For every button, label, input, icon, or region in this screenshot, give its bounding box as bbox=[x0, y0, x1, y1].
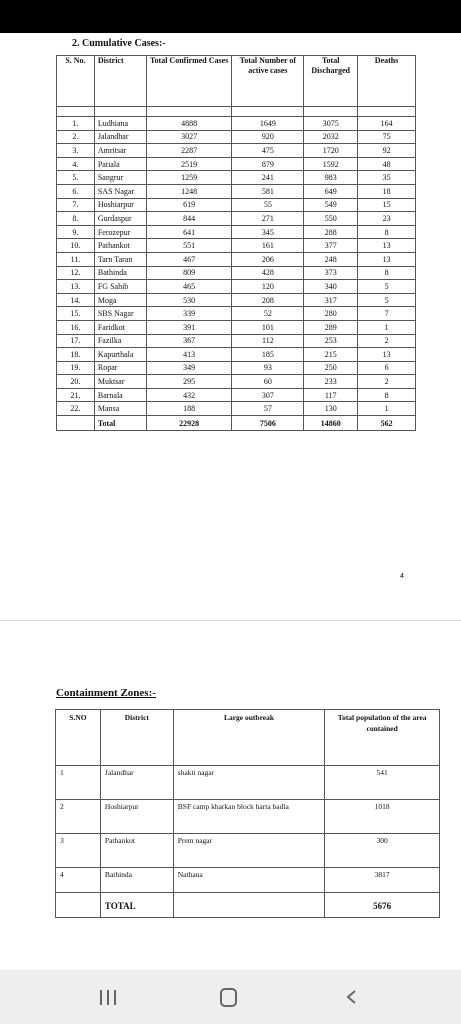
table-row bbox=[57, 293, 416, 307]
table-cell: 20. bbox=[57, 375, 95, 389]
table-cell: 649 bbox=[304, 184, 358, 198]
column-header: Total Discharged bbox=[304, 56, 358, 107]
table-cell: 373 bbox=[304, 266, 358, 280]
table-row bbox=[57, 171, 416, 185]
table-cell: 530 bbox=[146, 293, 232, 307]
column-header: District bbox=[100, 710, 173, 766]
table-cell: Sangrur bbox=[94, 171, 146, 185]
total-cell: Total bbox=[94, 416, 146, 431]
table-cell: 1 bbox=[56, 766, 101, 800]
table-cell: 5 bbox=[358, 280, 416, 294]
column-header: S.NO bbox=[56, 710, 101, 766]
column-header: Total population of the area contained bbox=[325, 710, 440, 766]
table-cell: shakti nagar bbox=[173, 766, 325, 800]
spacer-row bbox=[57, 107, 416, 117]
table-cell: Gurdaspur bbox=[94, 212, 146, 226]
table-cell: Nathana bbox=[173, 868, 325, 893]
table-cell: 307 bbox=[232, 388, 304, 402]
table-cell: 7 bbox=[358, 307, 416, 321]
table-cell: 13. bbox=[57, 280, 95, 294]
table-cell: Bathinda bbox=[100, 868, 173, 893]
total-cell: 14860 bbox=[304, 416, 358, 431]
table-cell: 920 bbox=[232, 130, 304, 144]
table-cell: 300 bbox=[325, 834, 440, 868]
total-cell: 7506 bbox=[232, 416, 304, 431]
table-cell: 52 bbox=[232, 307, 304, 321]
table-row bbox=[57, 225, 416, 239]
table-cell: 377 bbox=[304, 239, 358, 253]
table-cell: 3. bbox=[57, 144, 95, 158]
home-icon[interactable] bbox=[220, 988, 237, 1007]
recents-icon[interactable] bbox=[100, 990, 117, 1005]
column-header: Large outbreak bbox=[173, 710, 325, 766]
table-cell: 161 bbox=[232, 239, 304, 253]
table-cell: 295 bbox=[146, 375, 232, 389]
table-cell: 432 bbox=[146, 388, 232, 402]
table-cell: 1018 bbox=[325, 800, 440, 834]
containment-zones-title: Containment Zones:- bbox=[56, 687, 156, 699]
table-cell: 75 bbox=[358, 130, 416, 144]
total-cell: 22928 bbox=[146, 416, 232, 431]
table-cell: Barnala bbox=[94, 388, 146, 402]
table-cell: 7. bbox=[57, 198, 95, 212]
table-cell: Faridkot bbox=[94, 320, 146, 334]
table-row bbox=[57, 252, 416, 266]
table-cell: 60 bbox=[232, 375, 304, 389]
table-row bbox=[57, 361, 416, 375]
table-cell: 253 bbox=[304, 334, 358, 348]
table-cell: 879 bbox=[232, 157, 304, 171]
table-cell: 16. bbox=[57, 320, 95, 334]
table-cell: 4888 bbox=[146, 117, 232, 131]
table-cell: 241 bbox=[232, 171, 304, 185]
table-cell: 2519 bbox=[146, 157, 232, 171]
table-cell: 367 bbox=[146, 334, 232, 348]
column-header: Total Number of active cases bbox=[232, 56, 304, 107]
table-cell: BSF camp kharkan block harta badla bbox=[173, 800, 325, 834]
table-row bbox=[57, 334, 416, 348]
table-cell: 2 bbox=[358, 334, 416, 348]
table-cell: 641 bbox=[146, 225, 232, 239]
table-cell: 2 bbox=[56, 800, 101, 834]
table-cell: 549 bbox=[304, 198, 358, 212]
table-row bbox=[57, 402, 416, 416]
table-cell: 2. bbox=[57, 130, 95, 144]
table-cell: 6 bbox=[358, 361, 416, 375]
empty-cell bbox=[56, 893, 101, 918]
cumulative-cases-table bbox=[56, 55, 416, 431]
table-cell: 2 bbox=[358, 375, 416, 389]
table-cell: 19. bbox=[57, 361, 95, 375]
table-cell: 3075 bbox=[304, 117, 358, 131]
total-cell: 5676 bbox=[325, 893, 440, 918]
table-cell: 48 bbox=[358, 157, 416, 171]
table-cell: 349 bbox=[146, 361, 232, 375]
table-cell: 3 bbox=[56, 834, 101, 868]
table-cell: 340 bbox=[304, 280, 358, 294]
table-row bbox=[57, 130, 416, 144]
table-cell: 844 bbox=[146, 212, 232, 226]
table-cell: 248 bbox=[304, 252, 358, 266]
empty-cell bbox=[57, 416, 95, 431]
table-cell: 2287 bbox=[146, 144, 232, 158]
table-cell: 983 bbox=[304, 171, 358, 185]
table-cell: 13 bbox=[358, 348, 416, 362]
table-row bbox=[57, 388, 416, 402]
table-row bbox=[57, 198, 416, 212]
empty-cell bbox=[173, 893, 325, 918]
total-cell: 562 bbox=[358, 416, 416, 431]
table-row bbox=[57, 184, 416, 198]
table-cell: 8 bbox=[358, 388, 416, 402]
table-cell: 215 bbox=[304, 348, 358, 362]
table-header-row bbox=[57, 56, 416, 107]
table-cell: 475 bbox=[232, 144, 304, 158]
table-cell: 18. bbox=[57, 348, 95, 362]
table-cell: 551 bbox=[146, 239, 232, 253]
table-cell: Hoshiarpur bbox=[94, 198, 146, 212]
table-cell: Pathankot bbox=[100, 834, 173, 868]
table-cell: 93 bbox=[232, 361, 304, 375]
table-cell: 5. bbox=[57, 171, 95, 185]
table-cell: Jalandhar bbox=[100, 766, 173, 800]
page-number: 4 bbox=[400, 573, 404, 580]
table-cell: 208 bbox=[232, 293, 304, 307]
section-title: 2. Cumulative Cases:- bbox=[72, 38, 166, 49]
table-cell: 8. bbox=[57, 212, 95, 226]
table-cell: 120 bbox=[232, 280, 304, 294]
table-cell: 339 bbox=[146, 307, 232, 321]
table-row bbox=[56, 834, 440, 868]
column-header: S. No. bbox=[57, 56, 95, 107]
back-icon[interactable] bbox=[345, 990, 359, 1004]
table-cell: Prem nagar bbox=[173, 834, 325, 868]
table-cell: 23 bbox=[358, 212, 416, 226]
table-cell: 1 bbox=[358, 320, 416, 334]
table-cell: 1592 bbox=[304, 157, 358, 171]
table-cell: Ferozepur bbox=[94, 225, 146, 239]
table-cell: 465 bbox=[146, 280, 232, 294]
table-cell: 92 bbox=[358, 144, 416, 158]
table-row bbox=[57, 320, 416, 334]
table-cell: Bathinda bbox=[94, 266, 146, 280]
table-row bbox=[57, 239, 416, 253]
table-cell: 1720 bbox=[304, 144, 358, 158]
table-cell: 289 bbox=[304, 320, 358, 334]
table-row bbox=[57, 117, 416, 131]
table-cell: SAS Nagar bbox=[94, 184, 146, 198]
table-cell: 288 bbox=[304, 225, 358, 239]
table-cell: Pathankot bbox=[94, 239, 146, 253]
table-cell: 1259 bbox=[146, 171, 232, 185]
total-row bbox=[57, 416, 416, 431]
table-cell: 117 bbox=[304, 388, 358, 402]
table-cell: 185 bbox=[232, 348, 304, 362]
table-cell: SBS Nagar bbox=[94, 307, 146, 321]
table-cell: 4. bbox=[57, 157, 95, 171]
total-row bbox=[56, 893, 440, 918]
table-cell: 1. bbox=[57, 117, 95, 131]
table-cell: 317 bbox=[304, 293, 358, 307]
table-cell: 112 bbox=[232, 334, 304, 348]
table-cell: 413 bbox=[146, 348, 232, 362]
table-cell: 345 bbox=[232, 225, 304, 239]
table-cell: 809 bbox=[146, 266, 232, 280]
table-cell: Tarn Taran bbox=[94, 252, 146, 266]
table-cell: 164 bbox=[358, 117, 416, 131]
table-cell: 206 bbox=[232, 252, 304, 266]
table-cell: 541 bbox=[325, 766, 440, 800]
table-cell: 8 bbox=[358, 225, 416, 239]
navigation-bar bbox=[0, 970, 461, 1024]
table-cell: 17. bbox=[57, 334, 95, 348]
table-cell: 1649 bbox=[232, 117, 304, 131]
table-cell: 11. bbox=[57, 252, 95, 266]
table-cell: 15. bbox=[57, 307, 95, 321]
table-cell: 15 bbox=[358, 198, 416, 212]
table-cell: 12. bbox=[57, 266, 95, 280]
table-cell: 22. bbox=[57, 402, 95, 416]
table-cell: 250 bbox=[304, 361, 358, 375]
table-cell: Moga bbox=[94, 293, 146, 307]
table-cell: 1 bbox=[358, 402, 416, 416]
table-cell: 5 bbox=[358, 293, 416, 307]
table-row bbox=[56, 800, 440, 834]
table-row bbox=[57, 266, 416, 280]
table-cell: 6. bbox=[57, 184, 95, 198]
table-cell: 233 bbox=[304, 375, 358, 389]
table-cell: 13 bbox=[358, 239, 416, 253]
table-cell: 130 bbox=[304, 402, 358, 416]
containment-zones-table bbox=[55, 709, 440, 918]
table-header-row bbox=[56, 710, 440, 766]
table-cell: 13 bbox=[358, 252, 416, 266]
table-cell: 9. bbox=[57, 225, 95, 239]
column-header: Deaths bbox=[358, 56, 416, 107]
table-cell: 18 bbox=[358, 184, 416, 198]
table-cell: Mansa bbox=[94, 402, 146, 416]
table-row bbox=[56, 868, 440, 893]
table-cell: 10. bbox=[57, 239, 95, 253]
table-row bbox=[56, 766, 440, 800]
table-cell: 35 bbox=[358, 171, 416, 185]
table-cell: Hoshiarpur bbox=[100, 800, 173, 834]
table-row bbox=[57, 348, 416, 362]
total-cell: TOTAL bbox=[100, 893, 173, 918]
table-cell: 8 bbox=[358, 266, 416, 280]
table-cell: Muktsar bbox=[94, 375, 146, 389]
table-cell: Patiala bbox=[94, 157, 146, 171]
table-row bbox=[57, 375, 416, 389]
table-cell: Ludhiana bbox=[94, 117, 146, 131]
table-row bbox=[57, 307, 416, 321]
table-cell: 3027 bbox=[146, 130, 232, 144]
table-cell: 55 bbox=[232, 198, 304, 212]
table-row bbox=[57, 157, 416, 171]
column-header: District bbox=[94, 56, 146, 107]
status-bar bbox=[0, 0, 461, 33]
table-cell: Jalandhar bbox=[94, 130, 146, 144]
table-row bbox=[57, 212, 416, 226]
document-page-1 bbox=[0, 33, 461, 620]
table-cell: 57 bbox=[232, 402, 304, 416]
table-cell: 428 bbox=[232, 266, 304, 280]
table-cell: 21. bbox=[57, 388, 95, 402]
table-cell: 2032 bbox=[304, 130, 358, 144]
table-cell: 550 bbox=[304, 212, 358, 226]
table-cell: FG Sahib bbox=[94, 280, 146, 294]
table-cell: 271 bbox=[232, 212, 304, 226]
table-cell: Fazilka bbox=[94, 334, 146, 348]
table-cell: 4 bbox=[56, 868, 101, 893]
table-cell: Amritsar bbox=[94, 144, 146, 158]
table-cell: 581 bbox=[232, 184, 304, 198]
table-cell: 391 bbox=[146, 320, 232, 334]
table-cell: 188 bbox=[146, 402, 232, 416]
table-cell: 280 bbox=[304, 307, 358, 321]
table-cell: Kapurthala bbox=[94, 348, 146, 362]
table-cell: 619 bbox=[146, 198, 232, 212]
document-page-2 bbox=[0, 621, 461, 970]
table-row bbox=[57, 144, 416, 158]
table-cell: 1248 bbox=[146, 184, 232, 198]
table-cell: 14. bbox=[57, 293, 95, 307]
table-cell: 467 bbox=[146, 252, 232, 266]
table-cell: 3817 bbox=[325, 868, 440, 893]
column-header: Total Confirmed Cases bbox=[146, 56, 232, 107]
table-cell: Ropar bbox=[94, 361, 146, 375]
table-row bbox=[57, 280, 416, 294]
table-cell: 101 bbox=[232, 320, 304, 334]
